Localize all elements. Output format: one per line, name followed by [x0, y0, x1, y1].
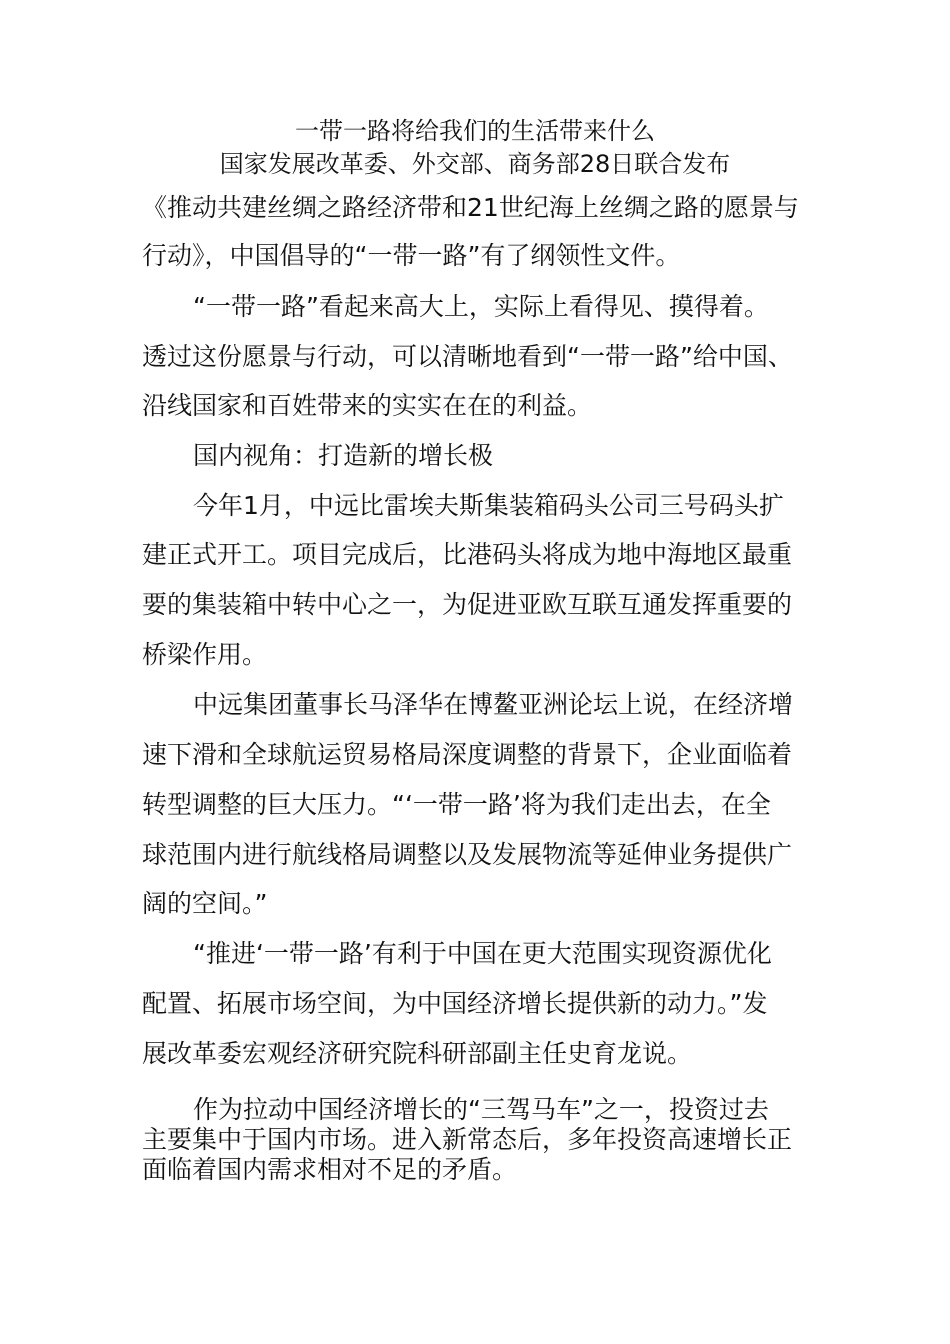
- paragraph-4-line-2: 建正式开工。项目完成后，比港码头将成为地中海地区最重: [142, 540, 793, 569]
- paragraph-1-line-2: 行动》，中国倡导的“一带一路”有了纲领性文件。: [142, 241, 681, 270]
- paragraph-2-line-1: “一带一路”看起来高大上，实际上看得见、摸得着。: [193, 292, 769, 321]
- paragraph-6-line-1: “推进‘一带一路’有利于中国在更大范围实现资源优化: [193, 939, 772, 968]
- title-line-2: 国家发展改革委、外交部、商务部28日联合发布: [219, 150, 731, 178]
- section-heading: 国内视角：打造新的增长极: [193, 441, 494, 470]
- paragraph-7-line-2: 主要集中于国内市场。进入新常态后，多年投资高速增长正: [142, 1125, 793, 1154]
- paragraph-7-line-1: 作为拉动中国经济增长的“三驾马车”之一，投资过去: [193, 1095, 769, 1124]
- paragraph-2-line-2: 透过这份愿景与行动，可以清晰地看到“一带一路”给中国、: [142, 342, 793, 371]
- paragraph-5-line-2: 速下滑和全球航运贸易格局深度调整的背景下，企业面临着: [142, 740, 793, 769]
- paragraph-2-line-3: 沿线国家和百姓带来的实实在在的利益。: [142, 391, 593, 420]
- paragraph-6-line-2: 配置、拓展市场空间，为中国经济增长提供新的动力。”发: [142, 989, 768, 1018]
- paragraph-5-line-5: 阔的空间。”: [142, 889, 268, 918]
- paragraph-5-line-4: 球范围内进行航线格局调整以及发展物流等延伸业务提供广: [142, 840, 793, 869]
- paragraph-4-line-3: 要的集装箱中转中心之一，为促进亚欧互联互通发挥重要的: [142, 590, 793, 619]
- paragraph-4-line-1: 今年1月，中远比雷埃夫斯集装箱码头公司三号码头扩: [193, 491, 784, 520]
- title-line-1: 一带一路将给我们的生活带来什么: [295, 117, 655, 145]
- paragraph-7-line-3: 面临着国内需求相对不足的矛盾。: [142, 1155, 518, 1184]
- paragraph-1-line-1: 《推动共建丝绸之路经济带和21世纪海上丝绸之路的愿景与: [142, 193, 799, 222]
- paragraph-6-line-3: 展改革委宏观经济研究院科研部副主任史育龙说。: [142, 1039, 693, 1068]
- paragraph-5-line-3: 转型调整的巨大压力。“‘一带一路’将为我们走出去，在全: [142, 790, 771, 819]
- paragraph-5-line-1: 中远集团董事长马泽华在博鳌亚洲论坛上说，在经济增: [193, 690, 794, 719]
- paragraph-4-line-4: 桥梁作用。: [142, 640, 268, 669]
